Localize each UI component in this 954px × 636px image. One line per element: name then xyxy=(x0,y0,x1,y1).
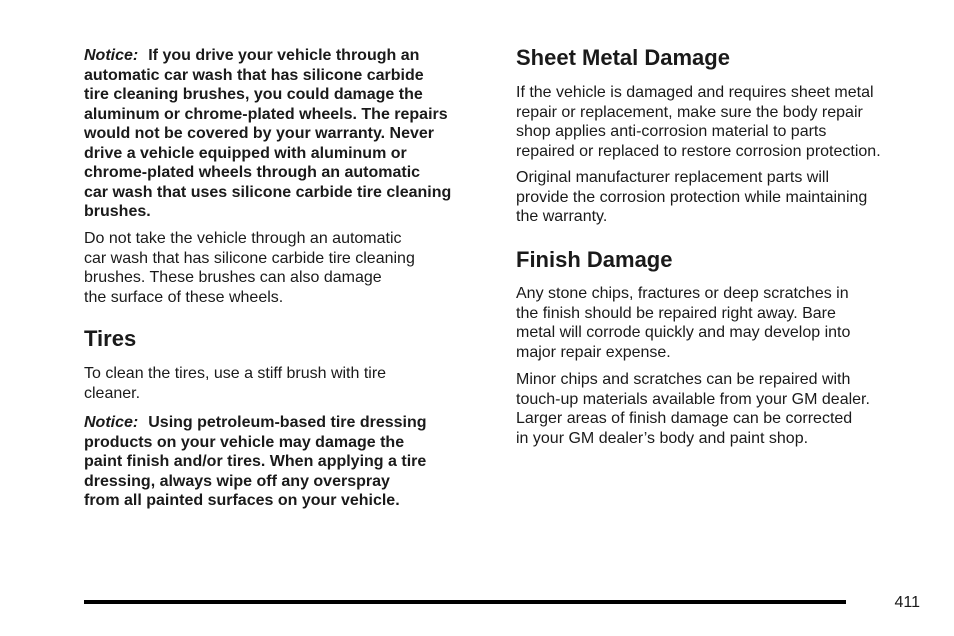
sheet-metal-paragraph-2: Original manufacturer replacement parts will provide the corrosion protection while maintaining the warranty. xyxy=(516,169,868,225)
sheet-metal-heading: Sheet Metal Damage xyxy=(516,45,730,70)
notice-label: Notice: xyxy=(84,414,139,431)
tires-paragraph: To clean the tires, use a stiff brush with tire cleaner. xyxy=(84,365,387,402)
footer-rule xyxy=(84,600,846,604)
tires-heading: Tires xyxy=(84,326,137,351)
finish-damage-paragraph-2: Minor chips and scratches can be repaired with touch-up materials available from your GM dealer. Larger areas of finish damage can be corrected in your GM dealer’s body and paint shop. xyxy=(516,371,870,447)
finish-damage-paragraph-1: Any stone chips, fractures or deep scratches in the finish should be repaired right away. Bare metal will corrode quickly and may develop into major repair expense. xyxy=(516,285,851,361)
notice-text: Using petroleum-based tire dressing products on your vehicle may damage the paint finish and/or tires. When applying a tire dressing, always wipe off any overspray from all painted surfaces on your vehicle. xyxy=(84,414,427,509)
wheel-notice xyxy=(84,46,451,222)
tire-dressing-notice xyxy=(84,413,427,511)
notice-label: Notice: xyxy=(84,47,139,64)
notice-text: If you drive your vehicle through an automatic car wash that has silicone carbide tire cleaning brushes, you could damage the aluminum or chrome-plated wheels. The repairs would not be covered by your warranty. Never drive a vehicle equipped with aluminum or chrome-plated wheels through an automatic car wash that uses silicone carbide tire cleaning brushes. xyxy=(84,47,452,220)
sheet-metal-paragraph-1: If the vehicle is damaged and requires sheet metal repair or replacement, make sure the body repair shop applies anti-corrosion material to parts repaired or replaced to restore corrosion protection. xyxy=(516,84,881,160)
page-number: 411 xyxy=(894,594,920,611)
car-wash-paragraph: Do not take the vehicle through an automatic car wash that has silicone carbide tire cleaning brushes. These brushes can also damage the surface of these wheels. xyxy=(84,230,415,306)
finish-damage-heading: Finish Damage xyxy=(516,247,673,272)
